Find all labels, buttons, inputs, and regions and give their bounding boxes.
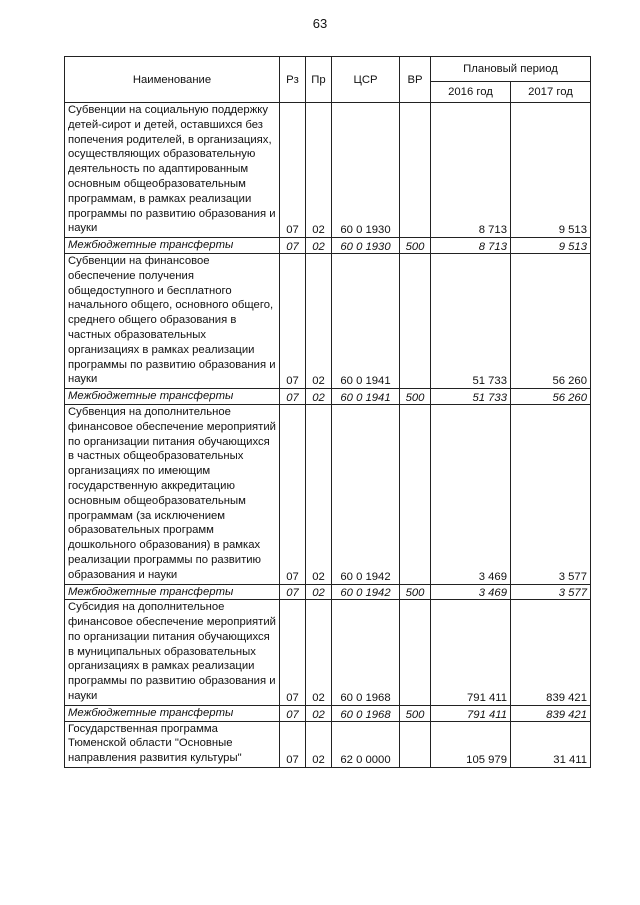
row-vr: 500 (400, 238, 431, 254)
row-name: Государственная программа Тюменской области "Основные направления развития культуры" (65, 721, 280, 767)
row-2017: 3 577 (511, 584, 591, 600)
header-vr: ВР (400, 57, 431, 103)
row-csr: 60 0 1930 (332, 103, 400, 238)
row-csr: 60 0 1968 (332, 600, 400, 706)
row-2016: 105 979 (431, 721, 511, 767)
row-pr: 02 (306, 253, 332, 388)
row-2016: 791 411 (431, 705, 511, 721)
row-vr (400, 600, 431, 706)
row-csr: 60 0 1941 (332, 253, 400, 388)
page-number: 63 (312, 16, 328, 31)
header-year-2017: 2017 год (511, 82, 591, 103)
header-csr: ЦСР (332, 57, 400, 103)
row-name: Межбюджетные трансферты (65, 584, 280, 600)
row-rz: 07 (280, 103, 306, 238)
budget-table (64, 56, 591, 768)
row-rz: 07 (280, 253, 306, 388)
table-row (65, 238, 591, 254)
row-csr: 60 0 1941 (332, 389, 400, 405)
table-row (65, 600, 591, 706)
row-pr: 02 (306, 600, 332, 706)
row-vr (400, 253, 431, 388)
row-pr: 02 (306, 721, 332, 767)
header-name: Наименование (65, 57, 280, 103)
row-pr: 02 (306, 705, 332, 721)
row-name: Межбюджетные трансферты (65, 238, 280, 254)
row-vr (400, 103, 431, 238)
row-2017: 9 513 (511, 238, 591, 254)
row-name: Субвенция на дополнительное финансовое обеспечение мероприятий по организации питания обучающихся в частных общеобразовательных организациях по имеющим государственную аккредитацию основным общеобразовательным программам (за исключением образовательных программ дошкольного образования) в рамках реализации программы по развитию образования и науки (65, 404, 280, 584)
row-2017: 56 260 (511, 253, 591, 388)
row-pr: 02 (306, 584, 332, 600)
header-planned-period: Плановый период (431, 57, 591, 82)
row-rz: 07 (280, 600, 306, 706)
row-vr: 500 (400, 389, 431, 405)
row-2016: 791 411 (431, 600, 511, 706)
row-2017: 3 577 (511, 404, 591, 584)
row-2017: 839 421 (511, 600, 591, 706)
row-vr: 500 (400, 705, 431, 721)
table-row (65, 103, 591, 238)
row-pr: 02 (306, 389, 332, 405)
row-2016: 51 733 (431, 389, 511, 405)
row-pr: 02 (306, 103, 332, 238)
row-rz: 07 (280, 238, 306, 254)
row-2016: 3 469 (431, 584, 511, 600)
table-row (65, 404, 591, 584)
row-2016: 3 469 (431, 404, 511, 584)
row-2017: 56 260 (511, 389, 591, 405)
row-name: Межбюджетные трансферты (65, 389, 280, 405)
row-csr: 60 0 1942 (332, 584, 400, 600)
header-year-2016: 2016 год (431, 82, 511, 103)
table-row (65, 705, 591, 721)
row-rz: 07 (280, 389, 306, 405)
row-2017: 839 421 (511, 705, 591, 721)
row-rz: 07 (280, 584, 306, 600)
row-pr: 02 (306, 238, 332, 254)
row-csr: 60 0 1930 (332, 238, 400, 254)
header-pr: Пр (306, 57, 332, 103)
row-rz: 07 (280, 705, 306, 721)
row-name: Субсидия на дополнительное финансовое обеспечение мероприятий по организации питания обучающихся в муниципальных образовательных организациях в рамках реализации программы по развитию образования и науки (65, 600, 280, 706)
table-row (65, 389, 591, 405)
row-2017: 9 513 (511, 103, 591, 238)
row-csr: 62 0 0000 (332, 721, 400, 767)
row-csr: 60 0 1942 (332, 404, 400, 584)
row-name: Субвенции на социальную поддержку детей-сирот и детей, оставшихся без попечения родителей, в организациях, осуществляющих образовательную деятельность по адаптированным основным общеобразовательным программам, в рамках реализации программы по развитию образования и науки (65, 103, 280, 238)
row-vr: 500 (400, 584, 431, 600)
row-name: Субвенции на финансовое обеспечение получения общедоступного и бесплатного начального общего, основного общего, среднего общего образования в частных образовательных организациях в рамках реализации программы по развитию образования и науки (65, 253, 280, 388)
table-row (65, 253, 591, 388)
row-rz: 07 (280, 721, 306, 767)
row-vr (400, 721, 431, 767)
table-row (65, 584, 591, 600)
row-2016: 51 733 (431, 253, 511, 388)
table-row (65, 721, 591, 767)
row-vr (400, 404, 431, 584)
row-name: Межбюджетные трансферты (65, 705, 280, 721)
header-rz: Рз (280, 57, 306, 103)
row-rz: 07 (280, 404, 306, 584)
row-2016: 8 713 (431, 103, 511, 238)
row-pr: 02 (306, 404, 332, 584)
row-2016: 8 713 (431, 238, 511, 254)
row-csr: 60 0 1968 (332, 705, 400, 721)
row-2017: 31 411 (511, 721, 591, 767)
